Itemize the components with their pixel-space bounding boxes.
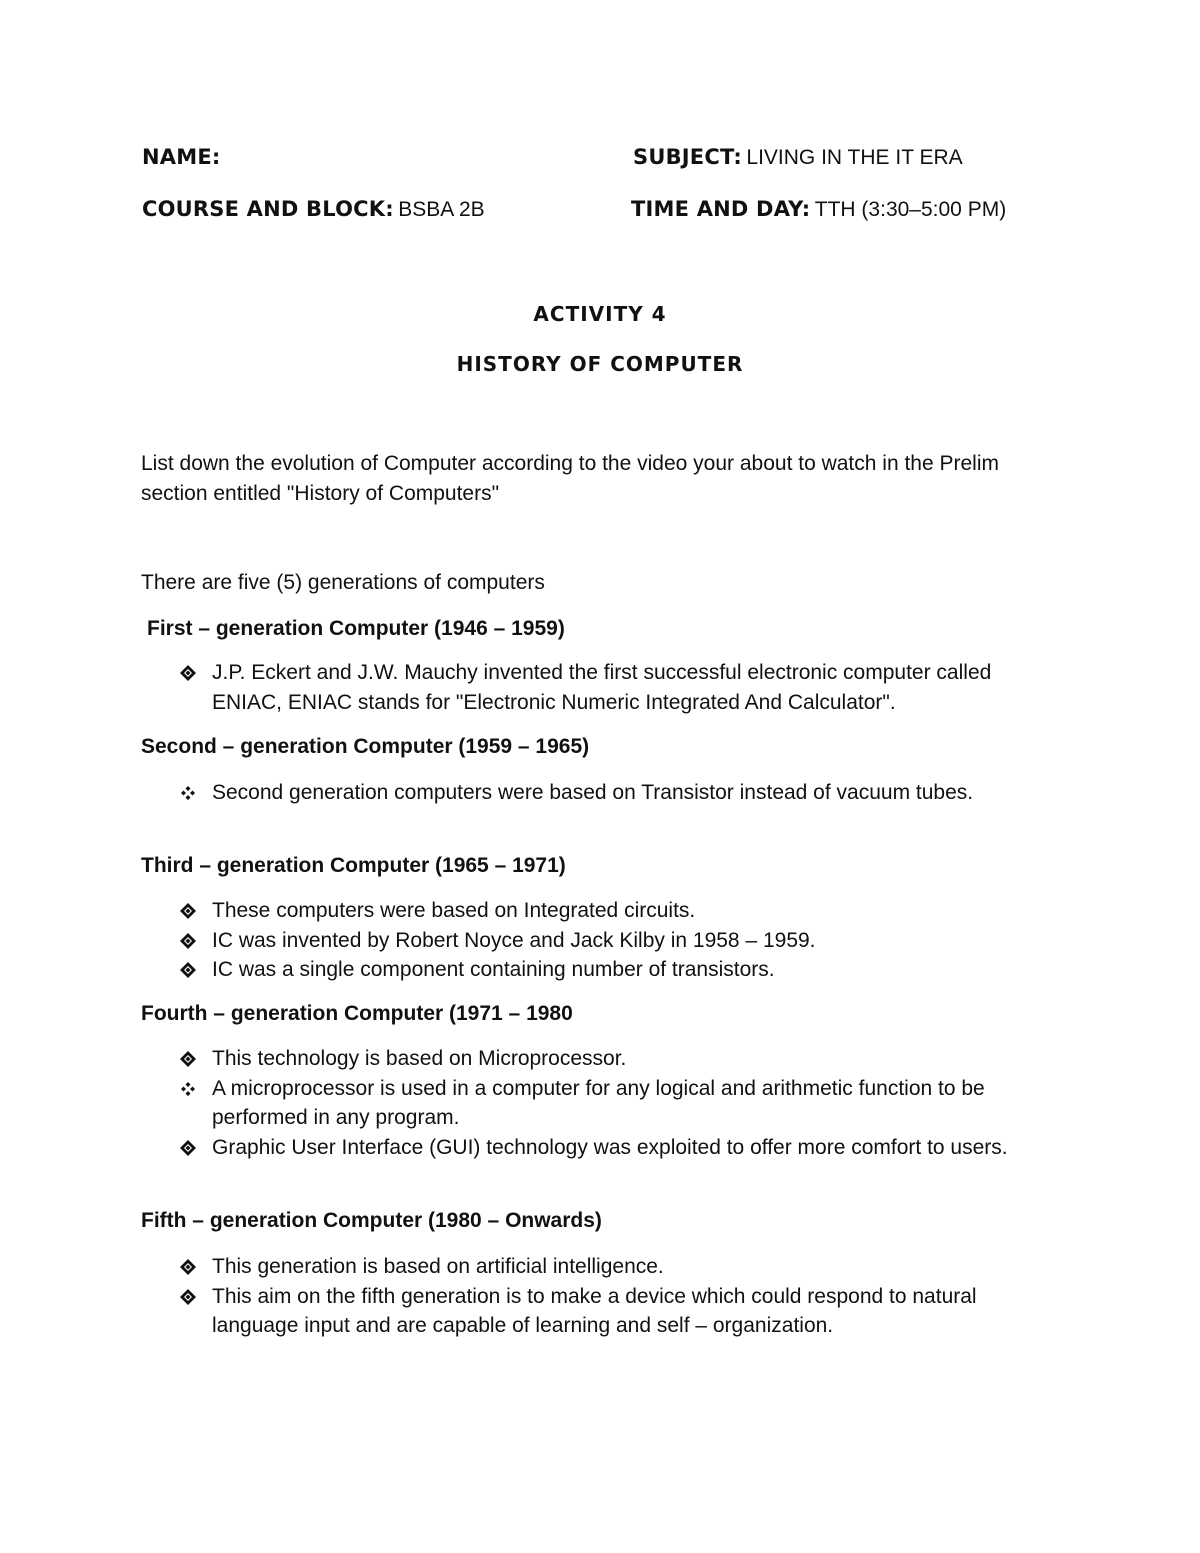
bullet-text: These computers were based on Integrated circuits. [212, 899, 696, 922]
bullet-list-first [176, 658, 1056, 717]
bullet-list-third [176, 896, 1056, 985]
bullet-text: This technology is based on Microprocessor. [212, 1047, 627, 1070]
diamond-bullet-icon [176, 1252, 204, 1281]
course-field [142, 197, 485, 222]
bullet-text: IC was invented by Robert Noyce and Jack Kilby in 1958 – 1959. [212, 928, 816, 952]
list-item [176, 1074, 1056, 1133]
intro-text: There are five (5) generations of computers [141, 571, 545, 594]
time-label: TIME AND DAY: [631, 197, 811, 221]
bullet-text: Second generation computers were based on Transistor instead of vacuum tubes. [212, 781, 974, 804]
list-item [176, 955, 1056, 985]
subject-value: LIVING IN THE IT ERA [746, 146, 963, 169]
bullet-text: This aim on the fifth generation is to make a device which could respond to natural language input and are capable of learning and self – organization. [212, 1284, 977, 1337]
list-item [176, 896, 1056, 926]
list-item [176, 1133, 1056, 1163]
course-label: COURSE AND BLOCK: [142, 197, 394, 221]
bullet-list-second [176, 778, 1056, 808]
list-item [176, 778, 1056, 808]
course-value: BSBA 2B [398, 198, 485, 221]
bullet-text: A microprocessor is used in a computer for any logical and arithmetic function to be performed in any program. [212, 1076, 985, 1129]
subject-label: SUBJECT: [633, 145, 742, 169]
name-label: NAME: [142, 145, 221, 169]
name-field [142, 145, 220, 170]
list-item [176, 1044, 1056, 1074]
bullet-list-fourth [176, 1044, 1056, 1162]
list-item [176, 1252, 1056, 1282]
diamond-bullet-icon [176, 926, 204, 955]
instructions-text: List down the evolution of Computer according to the video your about to watch in the Prelim section entitled "History of Computers" [141, 452, 999, 505]
subject-field [633, 145, 963, 170]
list-item [176, 926, 1056, 956]
bullet-text: Graphic User Interface (GUI) technology was exploited to offer more comfort to users. [212, 1135, 1008, 1159]
bullet-list-fifth [176, 1252, 1056, 1341]
bullet-text: J.P. Eckert and J.W. Mauchy invented the first successful electronic computer called ENIAC, ENIAC stands for "Electronic Numeric Integrated And Calculator". [212, 661, 992, 714]
bullet-text: IC was a single component containing number of transistors. [212, 958, 775, 981]
diamond-bullet-icon [176, 1282, 204, 1311]
activity-subtitle: HISTORY OF COMPUTER [456, 352, 744, 376]
diamond-bullet-icon [176, 1044, 204, 1073]
diamond-bullet-icon [176, 1133, 204, 1162]
activity-title: ACTIVITY 4 [533, 302, 667, 326]
time-field [631, 197, 1006, 222]
list-item [176, 1282, 1056, 1341]
diamond-bullet-icon [176, 658, 204, 687]
bullet-text: This generation is based on artificial intelligence. [212, 1255, 664, 1278]
time-value: TTH (3:30–5:00 PM) [814, 198, 1007, 221]
generation-heading-third: Third – generation Computer (1965 – 1971) [141, 854, 566, 877]
generation-heading-fifth: Fifth – generation Computer (1980 – Onwards) [141, 1209, 602, 1232]
generation-heading-first: First – generation Computer (1946 – 1959) [147, 617, 565, 640]
diamond-bullet-icon [176, 955, 204, 984]
list-item [176, 658, 1056, 717]
generation-heading-second: Second – generation Computer (1959 – 1965) [141, 735, 590, 758]
four-diamond-bullet-icon [176, 1074, 204, 1103]
four-diamond-bullet-icon [176, 778, 204, 807]
generation-heading-fourth: Fourth – generation Computer (1971 – 1980 [141, 1002, 573, 1025]
diamond-bullet-icon [176, 896, 204, 925]
